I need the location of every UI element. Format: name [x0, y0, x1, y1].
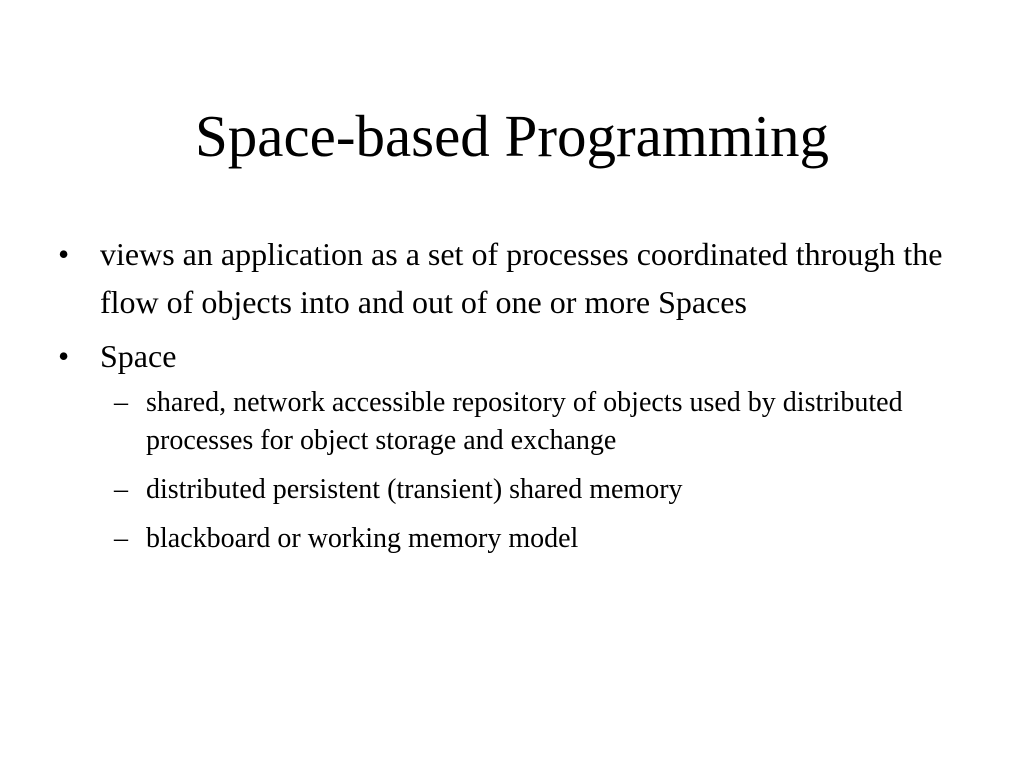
bullet-marker: • [58, 338, 70, 374]
slide-title: Space-based Programming [194, 103, 830, 169]
sub-bullet-text: blackboard or working memory model [146, 523, 579, 554]
bullet-list [58, 230, 978, 569]
sub-bullet-marker: – [114, 523, 128, 554]
sub-bullet-list [58, 384, 978, 558]
bullet-item [58, 332, 978, 558]
bullet-text: views an application as a set of processes coordinated through the flow of objects into and out of one or more Spaces [100, 236, 943, 320]
sub-bullet-text: shared, network accessible repository of objects used by distributed processes for object storage and exchange [146, 387, 903, 456]
sub-bullet-text: distributed persistent (transient) shared memory [146, 474, 683, 505]
sub-bullet-item [58, 520, 978, 558]
sub-bullet-item [58, 384, 978, 460]
sub-bullet-marker: – [114, 474, 128, 505]
sub-bullet-marker: – [114, 387, 128, 418]
bullet-item [58, 230, 978, 326]
bullet-text: Space [100, 338, 177, 374]
sub-bullet-item [58, 471, 978, 509]
bullet-marker: • [58, 236, 70, 272]
